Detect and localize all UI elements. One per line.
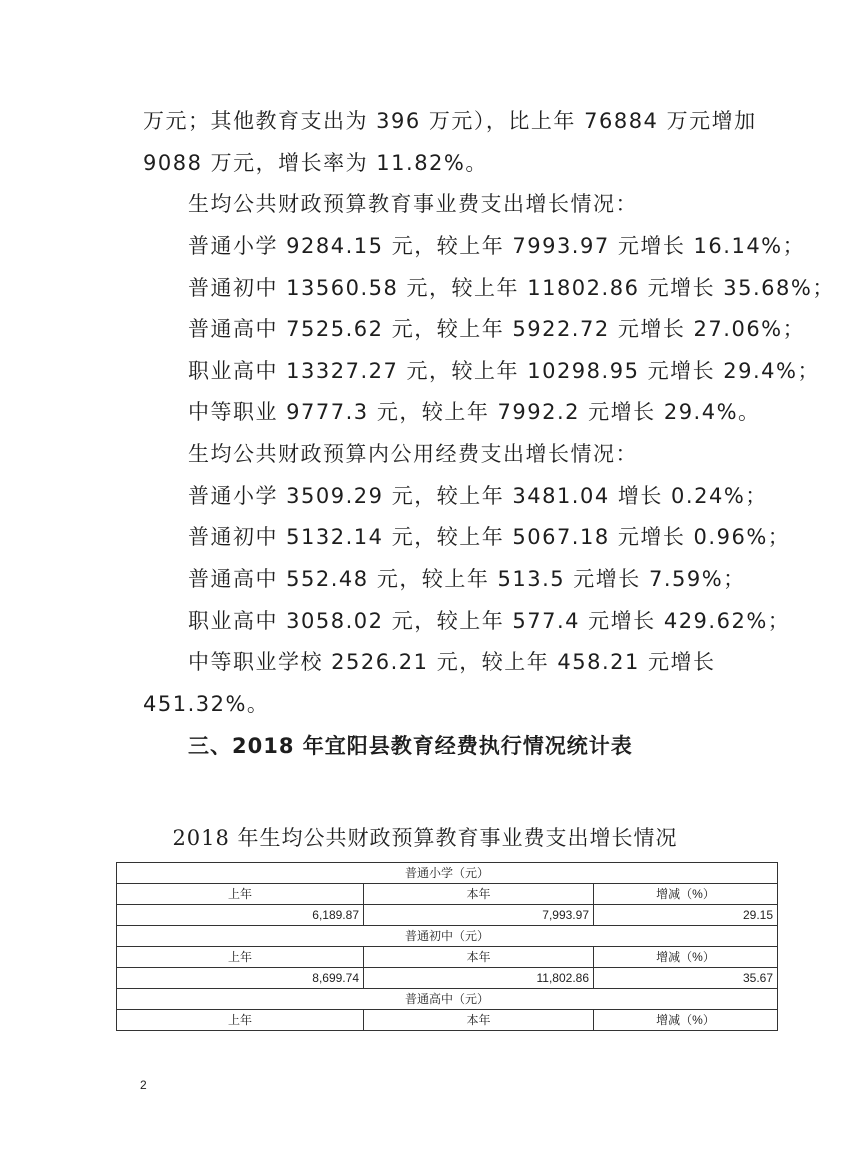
column-header-this-year: 本年 <box>364 884 594 905</box>
body-text-line: 普通高中 552.48 元，较上年 513.5 元增长 7.59%； <box>188 567 746 591</box>
body-text-line: 中等职业学校 2526.21 元，较上年 458.21 元增长 <box>188 650 716 674</box>
table-group-row <box>117 926 778 947</box>
cell-change: 29.15 <box>594 905 778 926</box>
paragraph-heading: 生均公共财政预算内公用经费支出增长情况： <box>188 442 638 466</box>
paragraph-heading: 生均公共财政预算教育事业费支出增长情况： <box>188 192 638 216</box>
column-header-change: 增减（%） <box>594 884 778 905</box>
column-header-prev-year: 上年 <box>117 1010 364 1031</box>
cell-change: 35.67 <box>594 968 778 989</box>
section-heading: 三、2018 年宜阳县教育经费执行情况统计表 <box>188 734 633 758</box>
column-header-prev-year: 上年 <box>117 884 364 905</box>
body-text-line: 普通小学 9284.15 元，较上年 7993.97 元增长 16.14%； <box>188 234 806 258</box>
column-header-prev-year: 上年 <box>117 947 364 968</box>
table-header-row <box>117 947 778 968</box>
table-title: 2018 年生均公共财政预算教育事业费支出增长情况 <box>172 826 678 850</box>
table-header-row <box>117 884 778 905</box>
column-header-this-year: 本年 <box>364 947 594 968</box>
body-text-line: 451.32%。 <box>143 692 270 716</box>
column-header-change: 增减（%） <box>594 947 778 968</box>
body-text-line: 中等职业 9777.3 元，较上年 7992.2 元增长 29.4%。 <box>188 400 761 424</box>
group-header-cell: 普通高中（元） <box>117 989 778 1010</box>
body-text-line: 万元；其他教育支出为 396 万元），比上年 76884 万元增加 <box>143 109 757 133</box>
column-header-this-year: 本年 <box>364 1010 594 1031</box>
cell-prev-year: 8,699.74 <box>117 968 364 989</box>
table-group-row <box>117 863 778 884</box>
body-text-line: 职业高中 13327.27 元，较上年 10298.95 元增长 29.4%； <box>188 359 820 383</box>
cell-this-year: 7,993.97 <box>364 905 594 926</box>
body-text-line: 普通初中 5132.14 元，较上年 5067.18 元增长 0.96%； <box>188 525 791 549</box>
body-text-line: 普通初中 13560.58 元，较上年 11802.86 元增长 35.68%； <box>188 276 835 300</box>
group-header-cell: 普通初中（元） <box>117 926 778 947</box>
table-row <box>117 968 778 989</box>
body-text-line: 9088 万元，增长率为 11.82%。 <box>143 151 488 175</box>
statistics-table <box>116 862 778 1031</box>
page-number: 2 <box>140 1078 147 1092</box>
cell-prev-year: 6,189.87 <box>117 905 364 926</box>
group-header-cell: 普通小学（元） <box>117 863 778 884</box>
body-text-line: 职业高中 3058.02 元，较上年 577.4 元增长 429.62%； <box>188 609 791 633</box>
body-text-line: 普通高中 7525.62 元，较上年 5922.72 元增长 27.06%； <box>188 317 806 341</box>
table-header-row <box>117 1010 778 1031</box>
table-row <box>117 905 778 926</box>
table-group-row <box>117 989 778 1010</box>
column-header-change: 增减（%） <box>594 1010 778 1031</box>
body-text-line: 普通小学 3509.29 元，较上年 3481.04 增长 0.24%； <box>188 484 768 508</box>
cell-this-year: 11,802.86 <box>364 968 594 989</box>
